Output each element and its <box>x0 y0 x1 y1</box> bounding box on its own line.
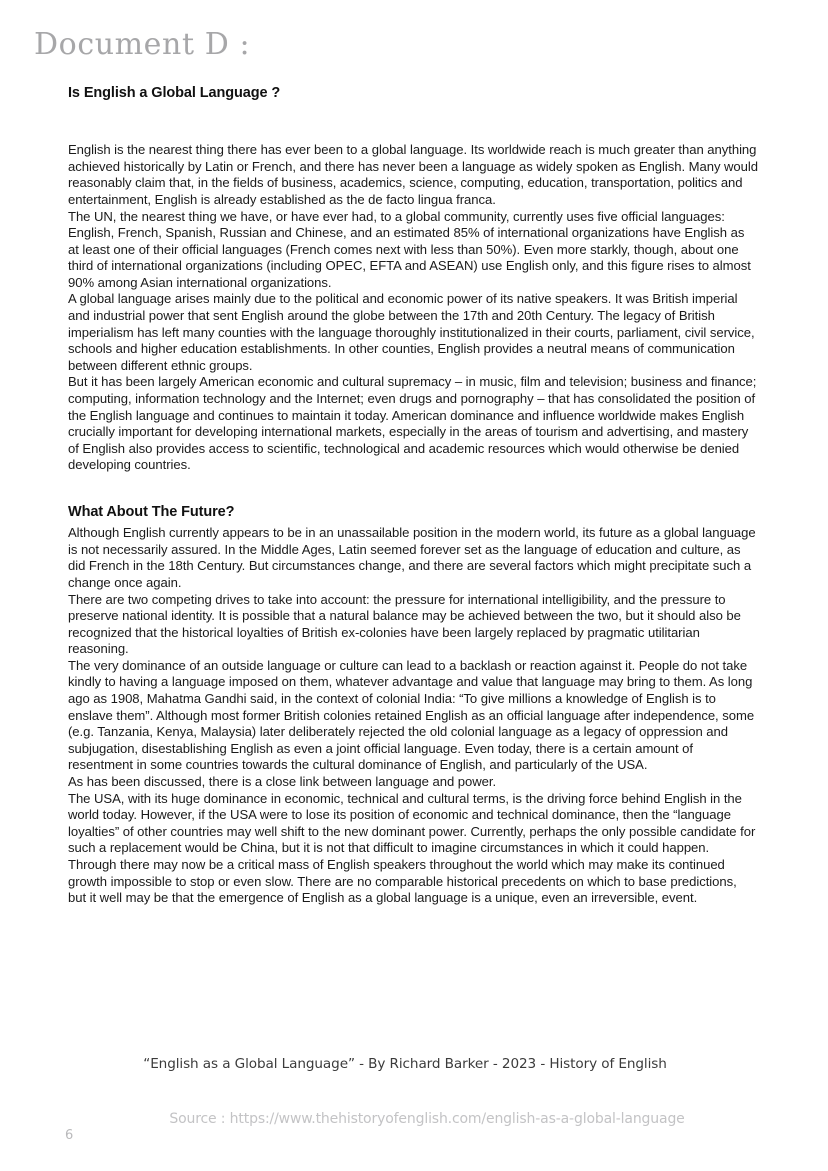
paragraph: English is the nearest thing there has ever been to a global language. Its worldwide reach is much greater than anything achieved historically by Latin or French, and there has never been a language as widely spoken as English. Many would reasonably claim that, in the fields of business, academics, science, computing, education, transportation, politics and entertainment, English is already established as the de facto lingua franca. <box>68 142 758 207</box>
document-title: Document D : <box>34 27 251 62</box>
source-attribution: “English as a Global Language” - By Richard Barker - 2023 - History of English <box>143 1056 667 1072</box>
section-heading-is-english-a-global-language: Is English a Global Language ? <box>68 85 281 101</box>
section-body-2 <box>68 525 758 907</box>
section-heading-what-about-the-future: What About The Future? <box>68 504 235 520</box>
paragraph: A global language arises mainly due to the political and economic power of its native speakers. It was British imperial and industrial power that sent English around the globe between the 17th and 20th Century. The legacy of British imperialism has left many counties with the language thoroughly institutionalized in their courts, parliament, civil service, schools and higher education establishments. In other counties, English provides a neutral means of communication between different ethnic groups. <box>68 291 755 373</box>
paragraph: Through there may now be a critical mass of English speakers throughout the world which may make its continued growth impossible to stop or even slow. There are no comparable historical precedents on which to base predictions, but it well may be that the emergence of English as a global language is a unique, even an irreversible, event. <box>68 857 737 906</box>
paragraph: There are two competing drives to take into account: the pressure for international intelligibility, and the pressure to preserve national identity. It is possible that a natural balance may be achieved between the two, but it should also be recognized that the historical loyalties of British ex-colonies have been largely replaced by pragmatic utilitarian reasoning. <box>68 591 741 657</box>
document-body <box>68 84 758 907</box>
page-number: 6 <box>65 1128 74 1143</box>
paragraph: As has been discussed, there is a close link between language and power. <box>68 774 497 790</box>
spacer <box>68 474 758 503</box>
paragraph: Although English currently appears to be in an unassailable position in the modern world, its future as a global language is not necessarily assured. In the Middle Ages, Latin seemed forever set as the language of education and culture, as did French in the 18th Century. But circumstances change, and there are several factors which might precipitate such a change once again. <box>68 525 756 590</box>
paragraph: The USA, with its huge dominance in economic, technical and cultural terms, is the driving force behind English in the world today. However, if the USA were to lose its position of economic and technical dominance, then the “language loyalties” of other countries may well shift to the new dominant power. Currently, perhaps the only possible candidate for such a replacement would be China, but it is not that difficult to imagine circumstances in which it could happen. <box>68 790 756 856</box>
paragraph: But it has been largely American economic and cultural supremacy – in music, film and television; business and finance; computing, information technology and the Internet; even drugs and pornography – that has consolidated the position of the English language and continues to maintain it today. American dominance and influence worldwide makes English crucially important for developing international markets, especially in the areas of tourism and advertising, and mastery of English also provides access to scientific, technological and academic resources which would otherwise be denied developing countries. <box>68 374 757 473</box>
spacer <box>68 102 758 142</box>
paragraph: The very dominance of an outside language or culture can lead to a backlash or reaction against it. People do not take kindly to having a language imposed on them, whatever advantage and value that language may bring to them. As long ago as 1908, Mahatma Gandhi said, in the context of colonial India: “To give millions a knowledge of English is to enslave them”. Although most former British colonies retained English as an official language after independence, some (e.g. Tanzania, Kenya, Malaysia) later deliberately rejected the old colonial language as a legacy of oppression and subjugation, disestablishing English as even a joint official language. Even today, there is a certain amount of resentment in some countries towards the cultural dominance of English, and particularly of the USA. <box>68 657 755 773</box>
source-url: Source : https://www.thehistoryofenglish.com/english-as-a-global-language <box>169 1111 685 1127</box>
paragraph: The UN, the nearest thing we have, or have ever had, to a global community, currently uses five official languages: English, French, Spanish, Russian and Chinese, and an estimated 85% of international organizations have English as at least one of their official languages (French comes next with less than 50%). Even more starkly, though, about one third of international organizations (including OPEC, EFTA and ASEAN) use English only, and this figure rises to almost 90% among Asian international organizations. <box>68 208 751 290</box>
section-body-1 <box>68 142 758 474</box>
